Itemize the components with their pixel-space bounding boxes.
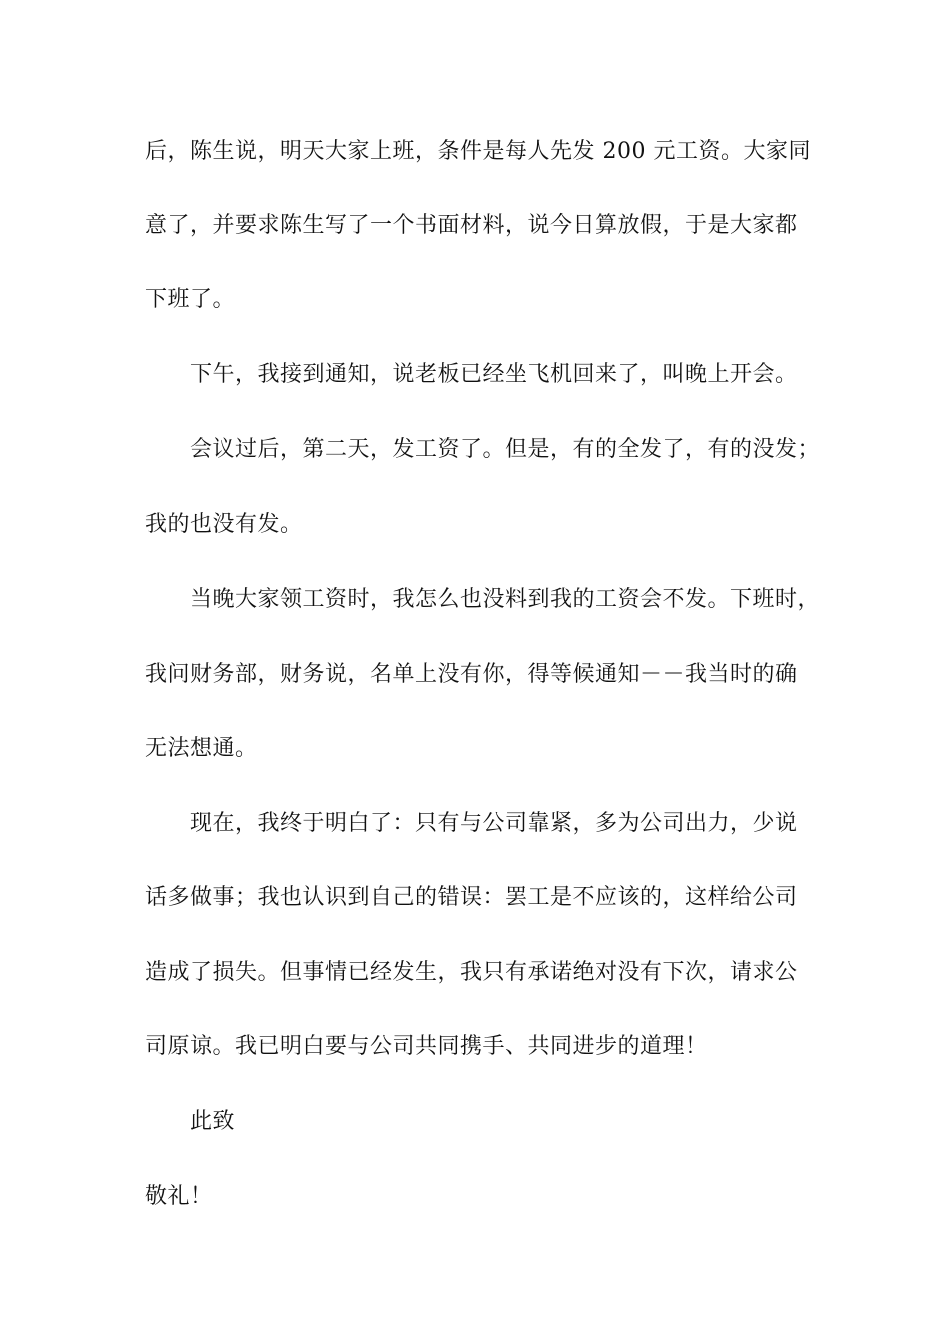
paragraph-first-line: 下午，我接到通知，说老板已经坐飞机回来了，叫晚上开会。	[190, 362, 798, 387]
text-line: 造成了损失。但事情已经发生，我只有承诺绝对没有下次，请求公	[145, 960, 798, 985]
paragraph-first-line: 现在，我终于明白了：只有与公司靠紧，多为公司出力，少说	[190, 811, 798, 836]
closing-regards: 敬礼！	[145, 1184, 213, 1209]
text-line: 下班了。	[145, 287, 236, 312]
text-line: 我的也没有发。	[145, 512, 303, 537]
text-line: 我问财务部，财务说，名单上没有你，得等候通知－－我当时的确	[145, 662, 798, 687]
paragraph-first-line: 当晚大家领工资时，我怎么也没料到我的工资会不发。下班时，	[190, 587, 821, 612]
closing-salutation: 此致	[190, 1109, 236, 1134]
text-line: 后，陈生说，明天大家上班，条件是每人先发 200 元工资。大家同	[145, 139, 811, 164]
paragraph-first-line: 会议过后，第二天，发工资了。但是，有的全发了，有的没发；	[190, 437, 821, 462]
text-line: 司原谅。我已明白要与公司共同携手、共同进步的道理！	[145, 1034, 708, 1059]
text-line: 意了，并要求陈生写了一个书面材料，说今日算放假，于是大家都	[145, 213, 798, 238]
text-line: 话多做事；我也认识到自己的错误：罢工是不应该的，这样给公司	[145, 885, 798, 910]
text-line: 无法想通。	[145, 736, 258, 761]
